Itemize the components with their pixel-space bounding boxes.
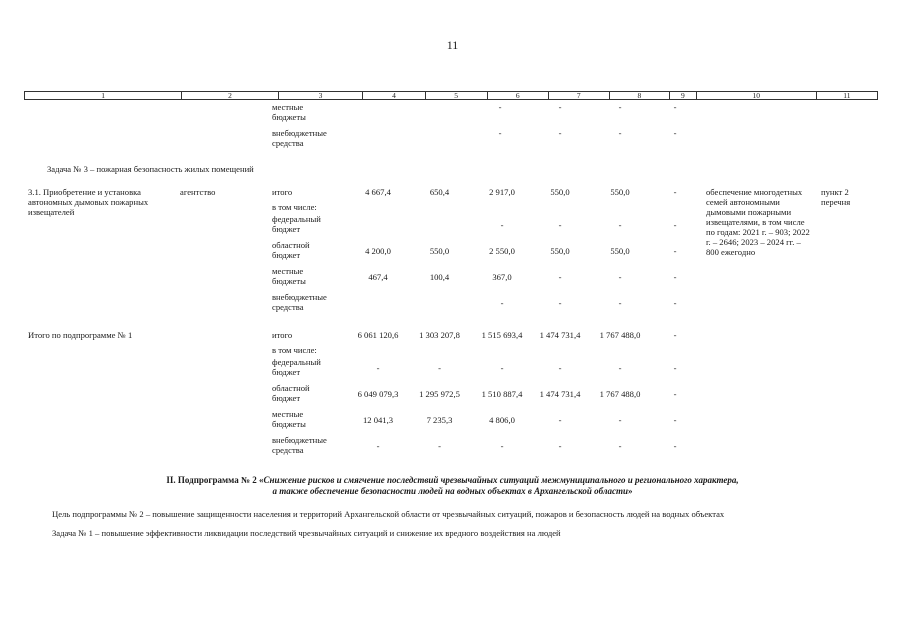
cell-value: - [673,272,677,282]
row-label: областной бюджет [272,383,310,403]
row-label: федеральный бюджет [272,214,321,234]
cell-value: - [498,102,502,112]
cell-value: 1 303 207,8 [419,330,460,340]
cell-value: 1 515 693,4 [481,330,523,340]
cell-value: - [500,363,504,373]
cell-value: - [618,220,622,230]
cell-value: - [498,128,502,138]
cell-value: 4 806,0 [489,415,515,425]
cell-value: 550,0 [610,246,630,256]
cell-value: - [673,330,677,340]
col-num-3: 3 [278,92,363,100]
cell-value: - [558,363,562,373]
cell-value: 6 061 120,6 [357,330,399,340]
cell-value: - [558,415,562,425]
cell-value: 12 041,3 [362,415,394,425]
row-label: итого [272,330,293,340]
row-label: областной бюджет [272,240,310,260]
cell-value: 7 235,3 [426,415,453,425]
cell-value: - [500,220,504,230]
task3-executor: агентство [180,187,216,197]
cell-value: - [673,128,677,138]
row-label: внебюджетные средства [272,435,327,455]
cell-value: 1 474 731,4 [539,389,581,399]
row-label: местные бюджеты [272,102,306,122]
cell-value: - [558,102,562,112]
cell-value: - [438,363,441,373]
col-num-7: 7 [548,92,609,100]
row-label: местные бюджеты [272,266,306,286]
section2-title: II. Подпрограмма № 2 «Снижение рисков и смягчение последствий чрезвычайных ситуаций межмуниципального и регионального характера, а также обеспечение безопасности людей на водных объектах в Архангельской области» [166,475,739,496]
cell-value: - [618,272,622,282]
section2-goal: Цель подпрограммы № 2 – повышение защищенности населения и территорий Архангельской области от чрезвычайных ситуаций, пожаров и безопасность людей на водных объектах [52,509,725,519]
cell-value: - [558,272,562,282]
cell-value: 1 510 887,4 [481,389,523,399]
task3-heading: Задача № 3 – пожарная безопасность жилых помещений [47,164,254,174]
cell-value: 100,4 [429,272,450,282]
cell-value: 1 295 972,5 [419,389,460,399]
cell-value: 550,0 [550,187,570,197]
cell-value: 1 767 488,0 [599,389,641,399]
cell-value: 2 550,0 [489,246,515,256]
cell-value: - [618,363,622,373]
cell-value: 467,4 [368,272,388,282]
cell-value: - [500,441,504,451]
cell-value: - [376,363,380,373]
cell-value: - [673,246,677,256]
cell-value: - [673,363,677,373]
cell-value: - [618,441,622,451]
col-num-9: 9 [669,92,696,100]
cell-value: - [558,220,562,230]
cell-value: - [673,441,677,451]
cell-value: - [673,415,677,425]
cell-value: - [376,441,380,451]
cell-value: - [673,102,677,112]
cell-value: 650,4 [429,187,450,197]
cell-value: - [438,441,441,451]
col-num-11: 11 [816,92,877,100]
row-label: в том числе: [272,345,317,355]
col-num-8: 8 [609,92,669,100]
row-label: внебюджетные средства [272,128,327,148]
cell-value: - [618,128,622,138]
row-label: федеральный бюджет [272,357,321,377]
cell-value: 550,0 [429,246,450,256]
task3-reference: пункт 2 перечня [821,187,851,207]
total-label: Итого по подпрограмме № 1 [28,330,133,340]
cell-value: - [618,298,622,308]
task3-result: обеспечение многодетных семей автономными дымовыми пожарными извещателями, в том числе по годам: 2021 г. – 903; 2022 г. – 2646; 2023 – 2024 гг. – 800 ежегодно [706,187,810,257]
col-num-1: 1 [25,92,182,100]
col-num-10: 10 [696,92,816,100]
cell-value: - [618,102,622,112]
cell-value: - [673,298,677,308]
cell-value: 4 200,0 [365,246,391,256]
cell-value: - [500,298,504,308]
cell-value: 1 767 488,0 [599,330,641,340]
col-num-2: 2 [182,92,278,100]
col-num-6: 6 [487,92,548,100]
cell-value: 550,0 [550,246,570,256]
section2-task1: Задача № 1 – повышение эффективности ликвидации последствий чрезвычайных ситуаций и снижение их вредного воздействия на людей [52,528,561,538]
cell-value: 1 474 731,4 [539,330,581,340]
col-num-5: 5 [425,92,487,100]
cell-value: - [673,187,677,197]
task3-item: 3.1. Приобретение и установка автономных дымовых пожарных извещателей [28,187,149,217]
column-number-header [24,91,878,100]
row-label: в том числе: [272,202,317,212]
cell-value: - [558,128,562,138]
cell-value: - [558,298,562,308]
cell-value: 4 667,4 [365,187,391,197]
col-num-4: 4 [363,92,425,100]
cell-value: 2 917,0 [489,187,515,197]
cell-value: - [673,220,677,230]
cell-value: 550,0 [610,187,630,197]
page-number: 11 [446,38,459,52]
cell-value: 367,0 [492,272,512,282]
cell-value: 6 049 079,3 [357,389,399,399]
row-label: местные бюджеты [272,409,306,429]
cell-value: - [558,441,562,451]
row-label: итого [272,187,293,197]
cell-value: - [673,389,677,399]
cell-value: - [618,415,622,425]
row-label: внебюджетные средства [272,292,327,312]
